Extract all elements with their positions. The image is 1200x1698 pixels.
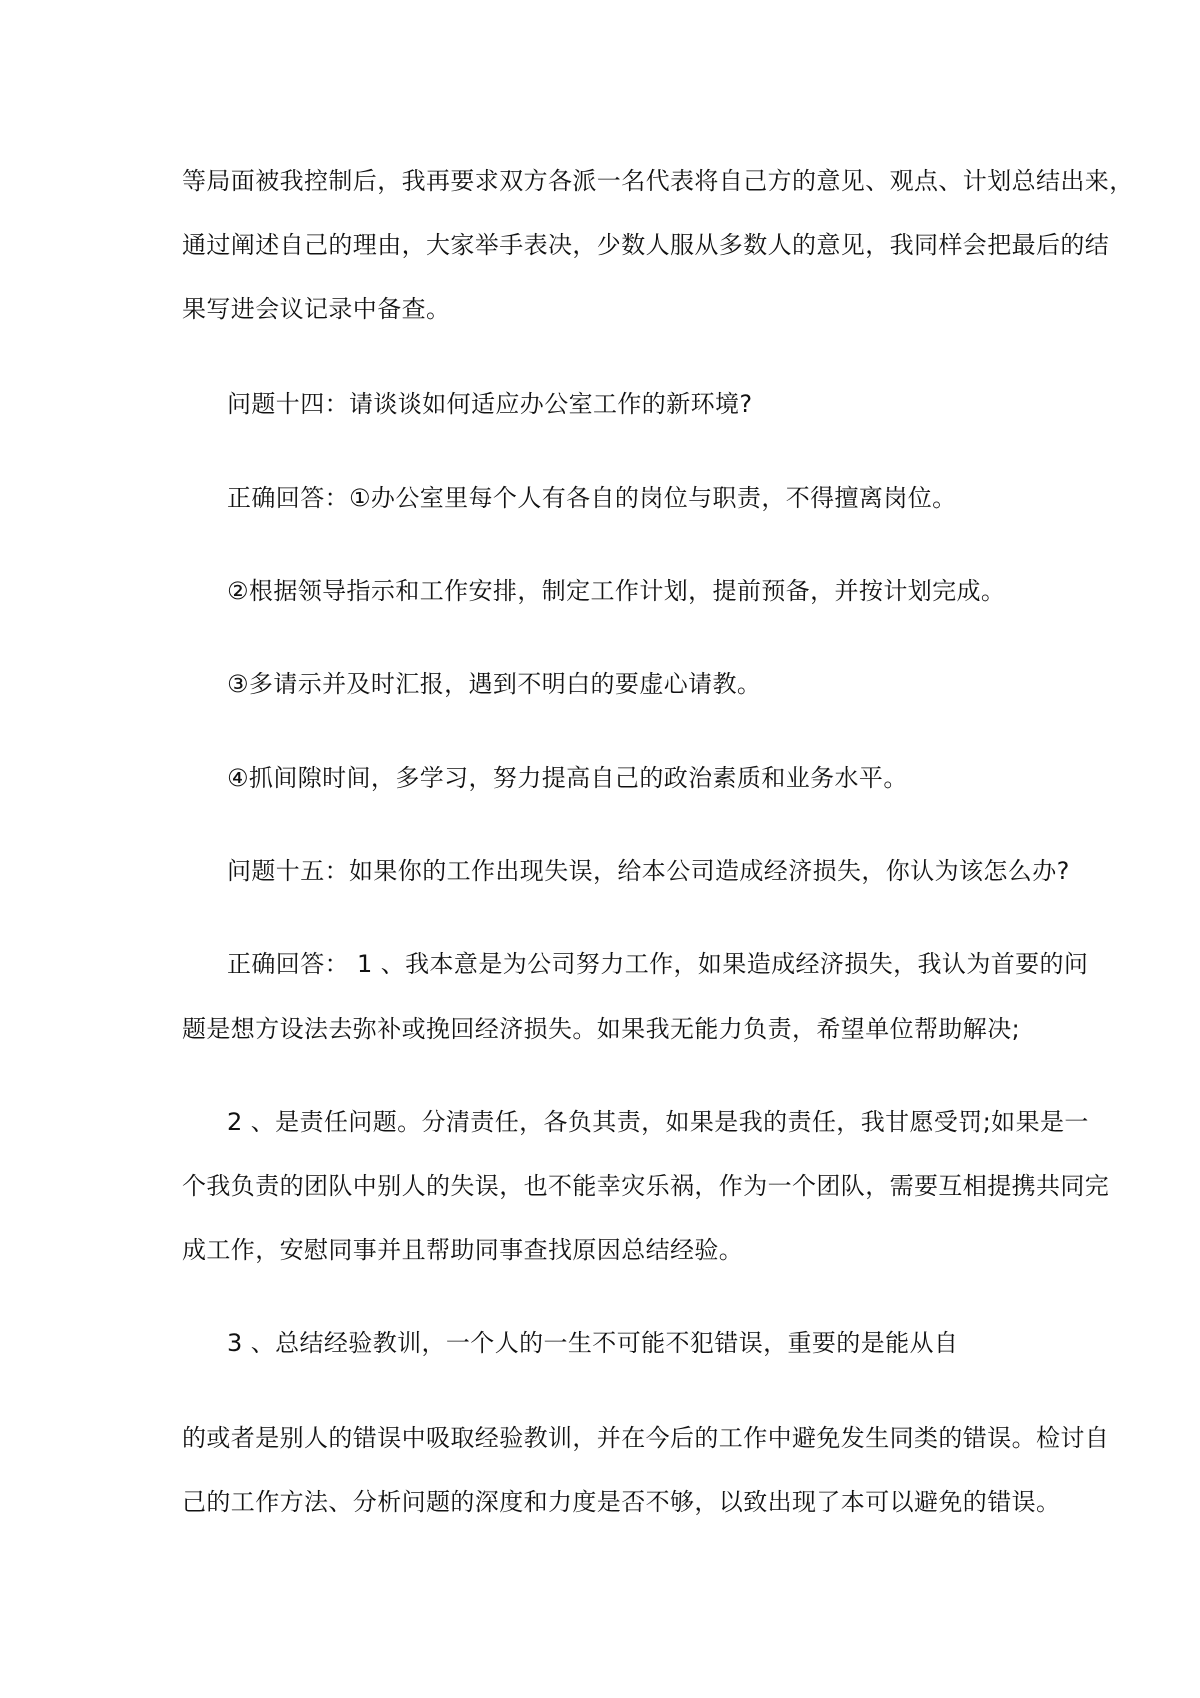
answer-line: 正确回答：①办公室里每个人有各自的岗位与职责，不得擅离岗位。 [227,484,957,512]
answer-line: ②根据领导指示和工作安排，制定工作计划，提前预备，并按计划完成。 [227,577,1006,605]
answer-line: 正确回答： 1 、我本意是为公司努力工作，如果造成经济损失，我认为首要的问 [227,950,1089,978]
question-heading: 问题十四：请谈谈如何适应办公室工作的新环境? [227,390,753,418]
text-line: 等局面被我控制后，我再要求双方各派一名代表将自己方的意见、观点、计划总结出来， [182,167,1134,195]
text-line: 个我负责的团队中别人的失误，也不能幸灾乐祸，作为一个团队，需要互相提携共同完 [182,1172,1110,1200]
text-line: 己的工作方法、分析问题的深度和力度是否不够，以致出现了本可以避免的错误。 [182,1488,1061,1516]
text-line: 成工作，安慰同事并且帮助同事查找原因总结经验。 [182,1236,744,1264]
text-line: 的或者是别人的错误中吸取经验教训，并在今后的工作中避免发生同类的错误。检讨自 [182,1424,1110,1452]
answer-line: ③多请示并及时汇报，遇到不明白的要虚心请教。 [227,670,762,698]
text-line: 题是想方设法去弥补或挽回经济损失。如果我无能力负责，希望单位帮助解决; [182,1015,1021,1043]
answer-line: 3 、总结经验教训，一个人的一生不可能不犯错误，重要的是能从自 [227,1329,959,1357]
answer-line: ④抓间隙时间，多学习，努力提高自己的政治素质和业务水平。 [227,764,908,792]
answer-line: 2 、是责任问题。分清责任，各负其责，如果是我的责任，我甘愿受罚;如果是一 [227,1108,1089,1136]
question-heading: 问题十五：如果你的工作出现失误，给本公司造成经济损失，你认为该怎么办? [227,857,1070,885]
text-line: 通过阐述自己的理由，大家举手表决，少数人服从多数人的意见，我同样会把最后的结 [182,231,1110,259]
text-line: 果写进会议记录中备查。 [182,295,451,323]
